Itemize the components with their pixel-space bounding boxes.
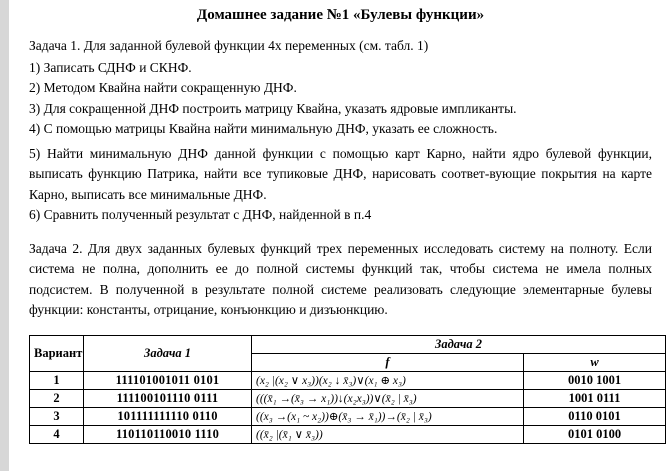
header-variant: Вариант [30,335,84,371]
task1-item-2: 2) Методом Квайна найти сокращенную ДНФ. [29,80,297,96]
header-f: f [252,353,524,371]
cell-f: ((x₃ →(x₁ ~ x₂))⊕(x̄₃ → x̄₁))→(x̄₂ | x̄₃) [252,407,524,425]
task1-intro: Задача 1. Для заданной булевой функции 4х переменных (см. табл. 1) [29,38,429,53]
task1-item-3: 3) Для сокращенной ДНФ построить матрицу Квайна, указать ядровые импликанты. [29,100,517,116]
task1-item-5: 5) Найти минимальную ДНФ данной функции с помощью карт Карно, найти ядро булевой функции, выписать функцию Патрика, найти все тупиковые ДНФ, нарисовать соответ-вующие покрытия на карте Карно, выписать все минимальные ДНФ. [29,145,652,202]
page-title: Домашнее задание №1 «Булевы функции» [196,7,485,23]
cell-task1: 111100101110 0111 [84,389,252,407]
cell-variant: 3 [30,407,84,425]
cell-w: 0110 0101 [524,407,666,425]
table-row [30,425,666,443]
spacer [29,226,652,239]
cell-task1: 111101001011 0101 [84,371,252,389]
cell-variant: 4 [30,425,84,443]
cell-f: ((x̄₂ |(x̄₁ ∨ x̄₃)) [252,425,524,443]
table-row [30,371,666,389]
header-task2: Задача 2 [252,335,666,353]
task1-item-4: 4) С помощью матрицы Квайна найти минимальную ДНФ, указать ее сложность. [29,121,498,137]
task1-items [29,58,652,226]
task1-item-1: 1) Записать СДНФ и СКНФ. [29,59,192,75]
header-w: w [524,353,666,371]
cell-w: 0010 1001 [524,371,666,389]
task2-text: Задача 2. Для двух заданных булевых функций трех переменных исследовать систему на полноту. Если система не полна, дополнить ее до полной системы функций так, чтобы система не имела полных подсистем. В полученной в результате полной системе реализовать следующие элементарные булевы функции: константы, отрицание, конъюнкцию и дизъюнкцию. [29,240,652,318]
cell-task1: 110110110010 1110 [84,425,252,443]
cell-variant: 1 [30,371,84,389]
page-left-edge [0,0,9,471]
document-content [9,0,666,444]
variants-table [29,335,666,444]
cell-task1: 101111111110 0110 [84,407,252,425]
cell-variant: 2 [30,389,84,407]
header-task1: Задача 1 [84,335,252,371]
cell-f: (((x̄₁ →(x̄₃ → x₁))↓(x₂x₃))∨(x̄₂ | x̄₃) [252,389,524,407]
cell-w: 1001 0111 [524,389,666,407]
task1-item-6: 6) Сравнить полученный результат с ДНФ, найденной в п.4 [29,207,372,223]
table-row [30,389,666,407]
cell-f: (x₂ |(x₂ ∨ x₃))(x₂ ↓ x̄₃)∨(x₁ ⊕ x₃) [252,371,524,389]
cell-w: 0101 0100 [524,425,666,443]
table-row [30,407,666,425]
